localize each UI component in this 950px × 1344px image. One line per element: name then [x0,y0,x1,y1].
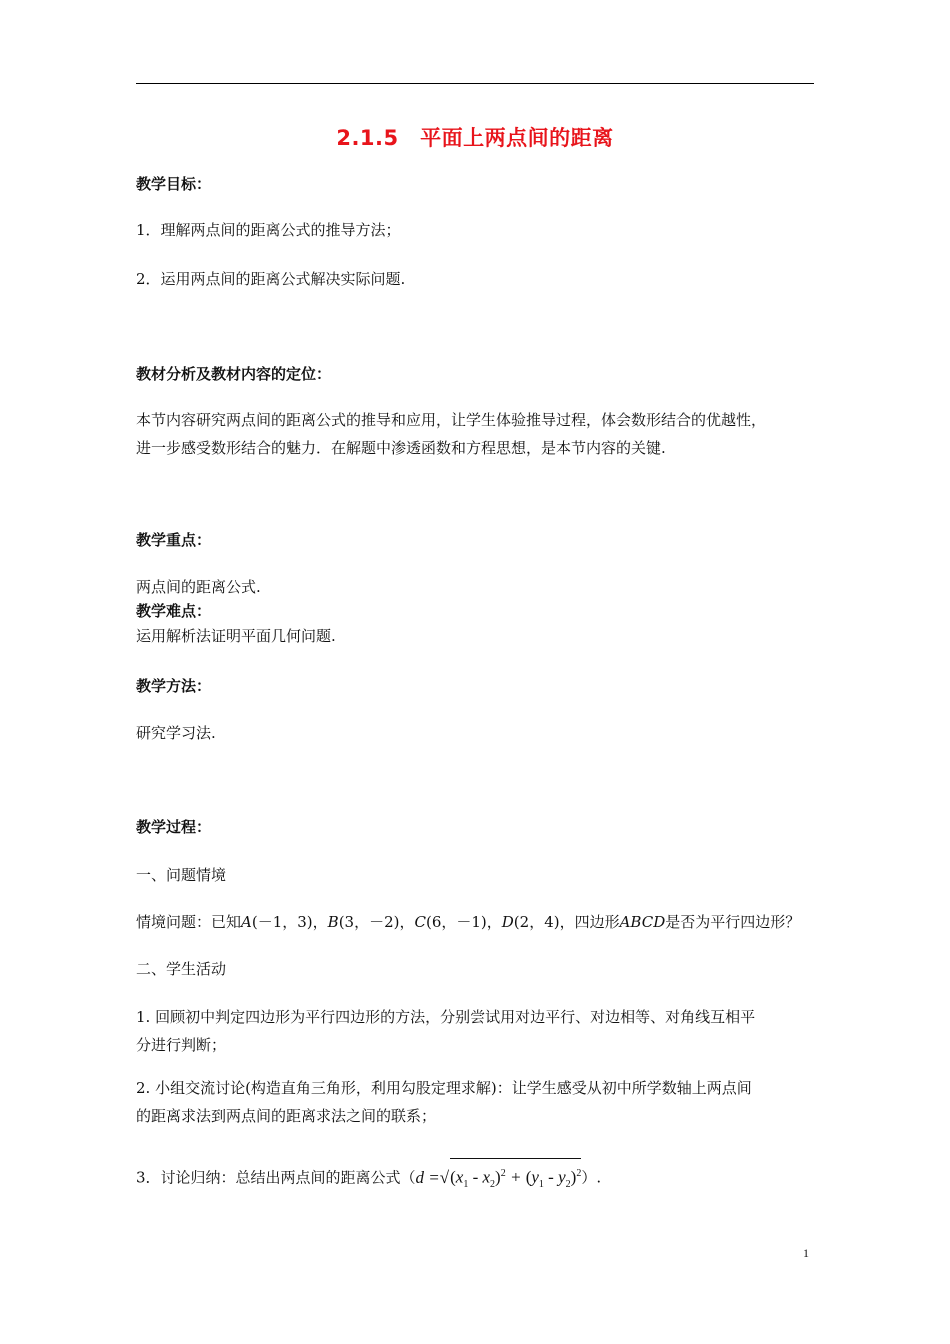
point-b-coord: (3，－2)， [338,913,415,931]
quadrilateral-name: ABCD [619,913,666,931]
question-prefix: 情境问题：已知 [136,913,242,931]
method-text: 研究学习法. [136,724,216,742]
point-a-coord: (－1，3)， [251,913,328,931]
analysis-line-1: 本节内容研究两点间的距离公式的推导和应用，让学生体验推导过程，体会数形结合的优越性， [136,411,767,429]
activity-3-prefix: 3．讨论归纳：总结出两点间的距离公式（ [136,1168,416,1187]
analysis-line-2: 进一步感受数形结合的魅力．在解题中渗透函数和方程思想，是本节内容的关键. [136,439,666,457]
point-a: A [241,913,252,931]
activity-1 [136,1003,816,1059]
key-text: 两点间的距离公式. [136,578,261,596]
analysis-paragraph [136,406,816,462]
point-b: B [327,913,339,931]
activity-2-line-1: 2. 小组交流讨论(构造直角三角形，利用勾股定理求解)：让学生感受从初中所学数轴上两点间 [136,1079,752,1097]
key-heading: 教学重点： [136,531,212,549]
goals-heading: 教学目标： [136,175,212,193]
question-suffix: 是否为平行四边形？ [665,913,801,931]
goal-item-1: 1．理解两点间的距离公式的推导方法； [136,221,401,239]
activity-3-suffix: ）. [581,1168,602,1187]
situation-question [136,908,816,936]
point-d: D [501,913,514,931]
point-d-coord: (2，4)，四边形 [513,913,620,931]
goal-item-2: 2．运用两点间的距离公式解决实际问题. [136,270,406,288]
page-number: 1 [803,1246,809,1260]
process-heading: 教学过程： [136,818,212,836]
activity-1-line-1: 1. 回顾初中判定四边形为平行四边形的方法，分别尝试用对边平行、对边相等、对角线互相平 [136,1008,756,1026]
section-2-title: 二、学生活动 [136,960,227,978]
difficulty-heading: 教学难点： [136,602,212,620]
page-title: 2.1.5 平面上两点间的距离 [336,126,614,150]
header-rule [136,83,814,84]
activity-2 [136,1074,816,1130]
distance-formula: $d =√(x_1 - x_2)^2 + (y_1 - y_2)^2$ [416,1168,582,1187]
activity-2-line-2: 的距离求法到两点间的距离求法之间的联系； [136,1107,437,1125]
method-heading: 教学方法： [136,677,212,695]
difficulty-text: 运用解析法证明平面几何问题. [136,627,336,645]
section-1-title: 一、问题情境 [136,866,227,884]
activity-1-line-2: 分进行判断； [136,1036,227,1054]
point-c-coord: (6，－1)， [425,913,502,931]
activity-3 [136,1158,816,1199]
point-c: C [414,913,426,931]
analysis-heading: 教材分析及教材内容的定位： [136,365,332,383]
